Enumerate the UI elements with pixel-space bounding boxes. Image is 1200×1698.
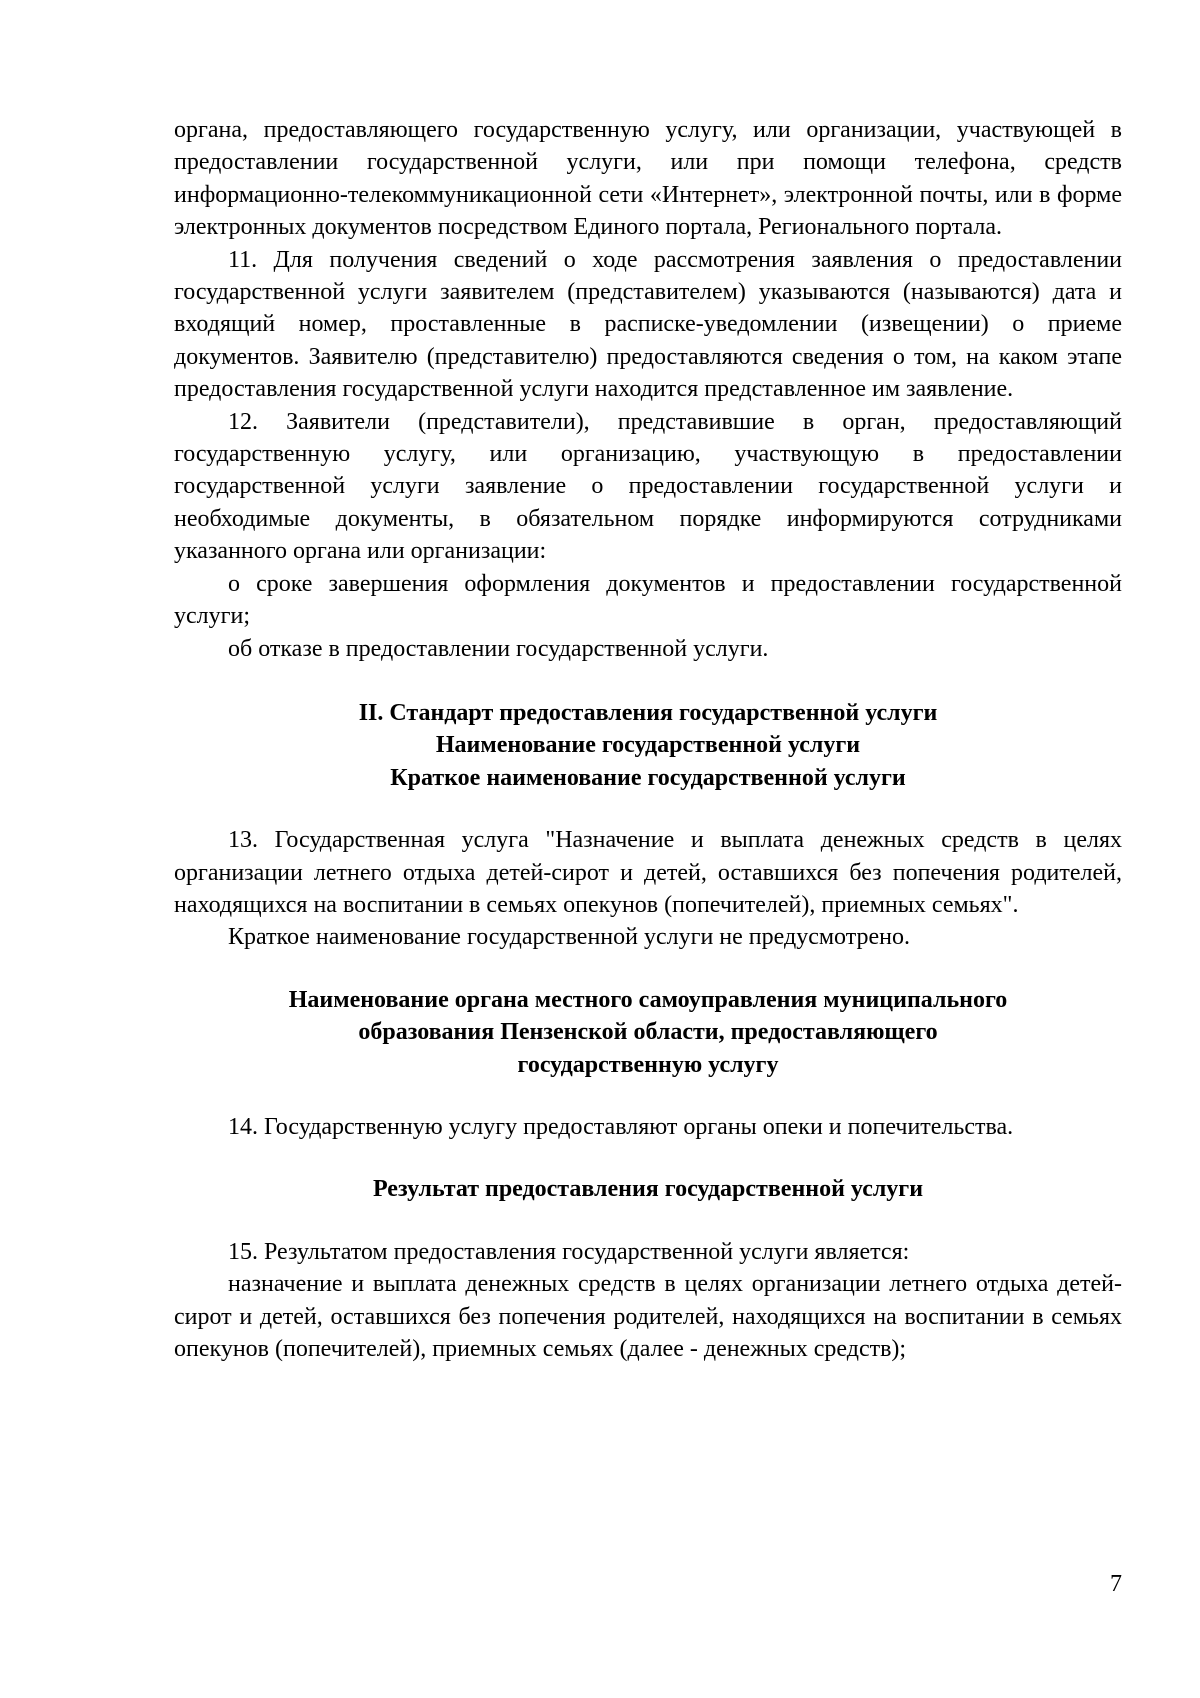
organ-heading-line-2: образования Пензенской области, предоставляющего xyxy=(358,1019,938,1046)
paragraph-continuation: органа, предоставляющего государственную услугу, или организации, участвующей в предоставлении государственной услуги, или при помощи телефона, средств информационно-телекоммуникационной сети «Интернет», электронной почты, или в форме электронных документов посредством Единого портала, Регионального портала. xyxy=(174,117,1122,241)
paragraph-14: 14. Государственную услугу предоставляют органы опеки и попечительства. xyxy=(228,1113,1014,1140)
organ-heading-line-1: Наименование органа местного самоуправления муниципального xyxy=(288,986,1008,1013)
section-heading xyxy=(174,697,1122,794)
paragraph-13: 13. Государственная услуга "Назначение и выплата денежных средств в целях организации летнего отдыха детей-сирот и детей, оставшихся без попечения родителей, находящихся на воспитании в семьях опекунов (попечителей), приемных семьях". xyxy=(174,827,1122,918)
paragraph-12-item-1: о сроке завершения оформления документов и предоставлении государственной услуги; xyxy=(174,570,1122,630)
paragraph-15: 15. Результатом предоставления государственной услуги является: xyxy=(228,1238,910,1265)
organ-heading-line-3: государственную услугу xyxy=(517,1051,779,1078)
paragraph-12-item-2: об отказе в предоставлении государственной услуги. xyxy=(228,635,769,662)
paragraph-11: 11. Для получения сведений о ходе рассмотрения заявления о предоставлении государственной услуги заявителем (представителем) указываются (называются) дата и входящий номер, проставленные в расписке-уведомлении (извещении) о приеме документов. Заявителю (представителю) предоставляются сведения о том, на каком этапе предоставления государственной услуги находится представленное им заявление. xyxy=(174,246,1122,403)
section-heading-line-3: Краткое наименование государственной услуги xyxy=(390,764,906,791)
paragraph-15-item-1: назначение и выплата денежных средств в целях организации летнего отдыха детей-сирот и детей, оставшихся без попечения родителей, находящихся на воспитании в семьях опекунов (попечителей), приемных семьях (далее - денежных средств); xyxy=(174,1271,1122,1362)
section-heading-line-1: II. Стандарт предоставления государственной услуги xyxy=(358,699,938,726)
paragraph-12: 12. Заявители (представители), представившие в орган, предоставляющий государственную услугу, или организацию, участвующую в предоставлении государственной услуги заявление о предоставлении государственной услуги и необходимые документы, в обязательном порядке информируются сотрудниками указанного органа или организации: xyxy=(174,408,1122,565)
organ-heading xyxy=(174,984,1122,1081)
result-heading: Результат предоставления государственной услуги xyxy=(372,1176,924,1203)
page-number: 7 xyxy=(1110,1571,1122,1597)
section-heading-line-2: Наименование государственной услуги xyxy=(435,732,861,759)
document-page xyxy=(174,114,1122,1365)
paragraph-13-short-name: Краткое наименование государственной услуги не предусмотрено. xyxy=(228,924,910,951)
